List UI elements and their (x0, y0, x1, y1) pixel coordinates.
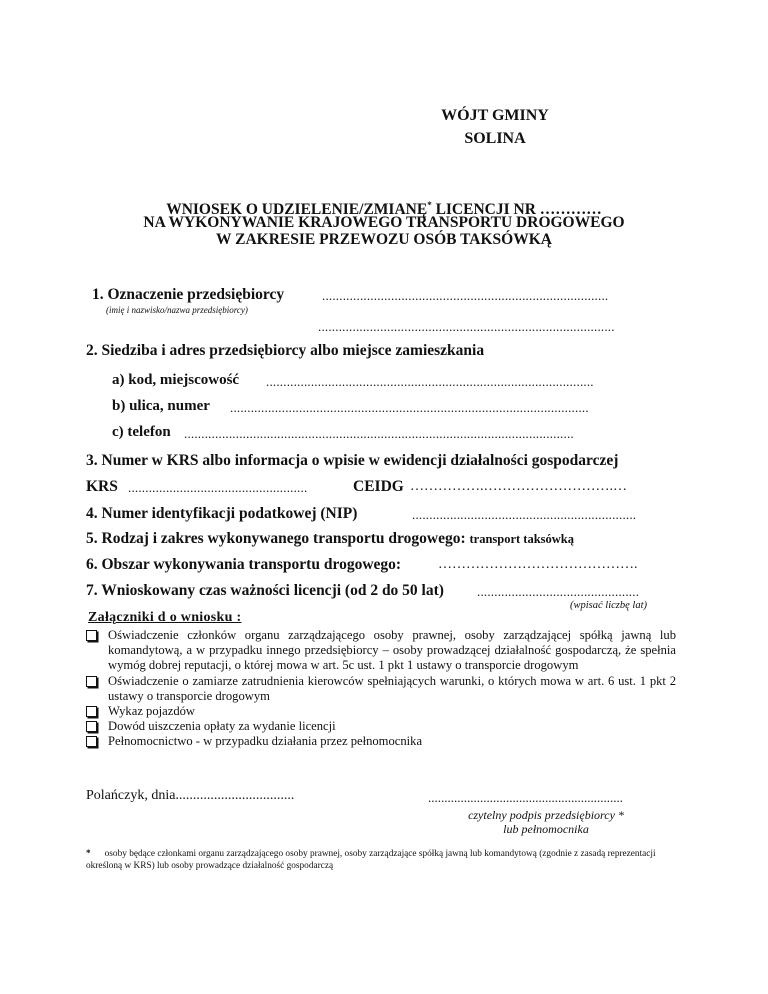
title-footnote-mark: * (427, 200, 432, 210)
section7-note: (wpisać liczbę lat) (570, 600, 647, 611)
section6-field[interactable]: ……………………………………. (438, 557, 638, 572)
checkbox-icon[interactable] (86, 630, 97, 641)
checkbox-icon[interactable] (86, 736, 97, 747)
form-title-line2: NA WYKONYWANIE KRAJOWEGO TRANSPORTU DROGOWEGO (143, 214, 625, 231)
footnote (86, 848, 686, 872)
title-text-a: WNIOSEK O UDZIELENIE/ZMIANĘ (166, 201, 428, 219)
form-title-line3: W ZAKRESIE PRZEWOZU OSÓB TAKSÓWKĄ (216, 231, 552, 248)
attachment-text: Dowód uiszczenia opłaty za wydanie licencji (108, 719, 336, 734)
checkbox-icon[interactable] (86, 676, 97, 687)
ceidg-field[interactable]: …………….……………………….… (410, 479, 627, 494)
signature-field[interactable]: ............................................................ (428, 790, 623, 805)
ceidg-label: CEIDG (353, 478, 404, 495)
attachment-text: Pełnomocnictwo - w przypadku działania przez pełnomocnika (108, 734, 423, 749)
section3-label: 3. Numer w KRS albo informacja o wpisie w ewidencji działalności gospodarczej (86, 452, 619, 469)
section7-label: 7. Wnioskowany czas ważności licencji (od 2 do 50 lat) (86, 582, 444, 599)
section2c-label: c) telefon (112, 424, 171, 440)
section1-note: (imię i nazwisko/nazwa przedsiębiorcy) (106, 305, 248, 315)
attachment-item (86, 719, 676, 734)
section5-label (86, 530, 574, 548)
footnote-mark: * (86, 849, 91, 859)
checkbox-icon[interactable] (86, 721, 97, 732)
nip-field[interactable]: ................................................................. (412, 507, 637, 522)
krs-field[interactable]: .................................................... (128, 480, 308, 495)
section1-field-2[interactable]: ...................................................................................... (318, 319, 615, 334)
attachments-list (86, 628, 676, 750)
checkbox-icon[interactable] (86, 706, 97, 717)
attachment-item (86, 674, 676, 704)
attachment-item (86, 628, 676, 674)
section2c-field[interactable]: ................................................................................................................. (184, 426, 574, 441)
section6-label: 6. Obszar wykonywania transportu drogowego: (86, 556, 402, 573)
attachment-text: Wykaz pojazdów (108, 704, 196, 719)
footnote-text: osoby będące członkami organu zarządzającego osoby prawnej, osoby zarządzające spółką jawną lub komandytową (zgodnie z zasadą reprezentacji określoną w KRS) lub osoby prowadzące działalność gospodarczą (86, 849, 656, 871)
section4-label: 4. Numer identyfikacji podatkowej (NIP) (86, 505, 358, 522)
signature-caption-1: czytelny podpis przedsiębiorcy * (468, 808, 624, 822)
attachment-item (86, 704, 676, 719)
section5-value: transport taksówką (469, 532, 575, 546)
addressee-line1: WÓJT GMINY (441, 107, 549, 124)
section2b-field[interactable]: ........................................................................................................ (230, 400, 589, 415)
section2b-label: b) ulica, numer (112, 398, 210, 414)
section1-field-1[interactable]: ................................................................................... (322, 288, 609, 303)
section2a-label: a) kod, miejscowość (112, 372, 240, 388)
attachment-item (86, 734, 676, 749)
attachments-heading: Załączniki d o wniosku : (88, 610, 242, 625)
section7-field[interactable]: ............................................... (477, 584, 640, 599)
section1-label: 1. Oznaczenie przedsiębiorcy (92, 286, 285, 303)
attachment-text: Oświadczenie członków organu zarządzającego osoby prawnej, osoby zarządzającej spółką jawną lub komandytową, a w przypadku innego przedsiębiorcy – osoby prowadzącej działalność gospodarczą, że spełnia wymóg dobrej reputacji, o której mowa w art. 5c ust. 1 pkt 1 ustawy o transporcie drogowym (108, 628, 676, 673)
addressee-line2: SOLINA (464, 130, 526, 147)
section2a-field[interactable]: ............................................................................................... (266, 374, 594, 389)
section2-label: 2. Siedziba i adres przedsiębiorcy albo miejsce zamieszkania (86, 342, 485, 359)
section5-label-text: 5. Rodzaj i zakres wykonywanego transportu drogowego: (86, 530, 466, 547)
attachment-text: Oświadczenie o zamiarze zatrudnienia kierowców spełniających warunki, o których mowa w art. 6 ust. 1 pkt 2 ustawy o transporcie drogowym (108, 673, 676, 703)
signature-caption-2: lub pełnomocnika (503, 822, 589, 836)
title-text-b: LICENCJI NR ………… (431, 201, 602, 219)
place-date-field[interactable]: Polańczyk, dnia.................................. (86, 788, 295, 803)
krs-label: KRS (86, 478, 118, 495)
